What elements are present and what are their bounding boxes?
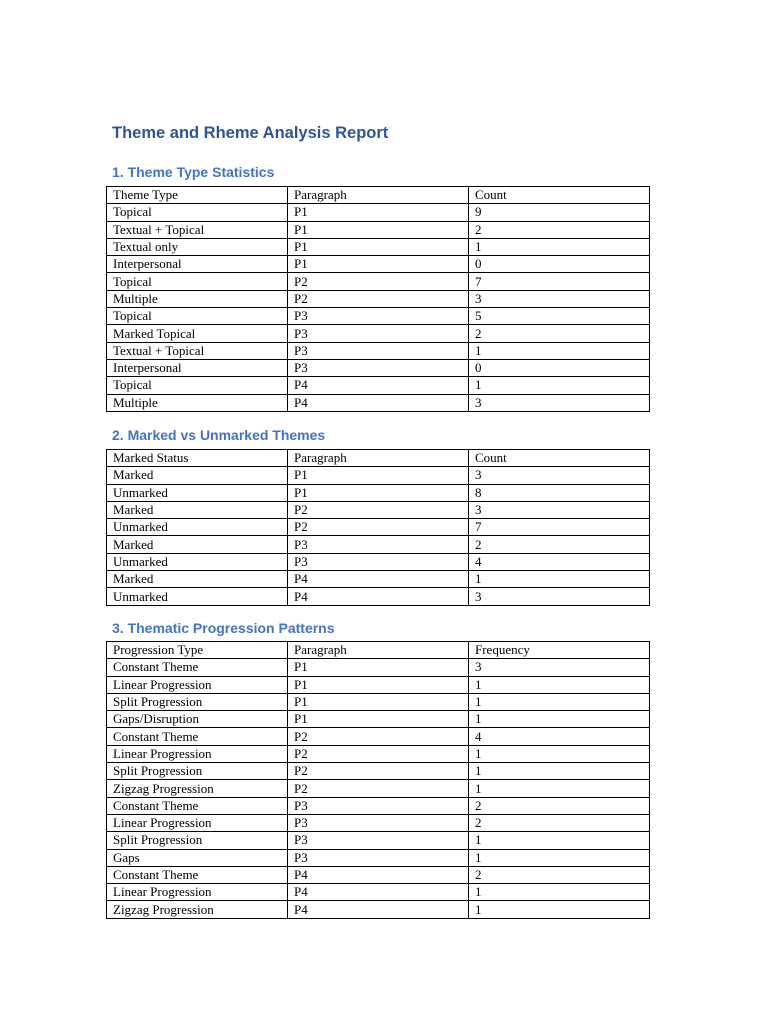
table-cell: P1	[288, 221, 469, 238]
table-row	[107, 763, 650, 780]
table-row	[107, 204, 650, 221]
table-cell: P3	[288, 814, 469, 831]
table-cell: Constant Theme	[107, 728, 288, 745]
table-cell: Marked	[107, 536, 288, 553]
table-row	[107, 308, 650, 325]
table-cell: Unmarked	[107, 553, 288, 570]
table-cell: Interpersonal	[107, 256, 288, 273]
table-cell: Unmarked	[107, 588, 288, 605]
table-cell: 9	[469, 204, 650, 221]
table-row	[107, 290, 650, 307]
table-cell: P2	[288, 780, 469, 797]
table-cell: P1	[288, 693, 469, 710]
table-cell: 3	[469, 659, 650, 676]
table-cell: 2	[469, 221, 650, 238]
table-cell: P3	[288, 325, 469, 342]
table-cell: P2	[288, 728, 469, 745]
table-row	[107, 849, 650, 866]
table-row	[107, 536, 650, 553]
table-row	[107, 780, 650, 797]
table-cell: Linear Progression	[107, 745, 288, 762]
theme-type-table	[106, 186, 650, 412]
table-row	[107, 659, 650, 676]
table-row	[107, 273, 650, 290]
table-row	[107, 814, 650, 831]
table-cell: Zigzag Progression	[107, 901, 288, 918]
table-header-row	[107, 450, 650, 467]
table-cell: Multiple	[107, 290, 288, 307]
table-cell: 3	[469, 394, 650, 411]
table-cell: 3	[469, 290, 650, 307]
column-header: Count	[469, 450, 650, 467]
table-cell: 1	[469, 849, 650, 866]
table-cell: P1	[288, 204, 469, 221]
table-cell: 1	[469, 884, 650, 901]
table-cell: P3	[288, 536, 469, 553]
table-cell: P1	[288, 676, 469, 693]
table-cell: 7	[469, 519, 650, 536]
table-cell: P1	[288, 484, 469, 501]
table-cell: Topical	[107, 273, 288, 290]
table-cell: P1	[288, 238, 469, 255]
table-row	[107, 866, 650, 883]
table-row	[107, 745, 650, 762]
table-cell: 1	[469, 693, 650, 710]
table-cell: 2	[469, 814, 650, 831]
table-cell: Marked	[107, 467, 288, 484]
table-cell: P3	[288, 849, 469, 866]
table-cell: Split Progression	[107, 763, 288, 780]
table-cell: P4	[288, 377, 469, 394]
table-row	[107, 553, 650, 570]
table-cell: P2	[288, 519, 469, 536]
table-cell: Unmarked	[107, 484, 288, 501]
table-row	[107, 325, 650, 342]
table-cell: 2	[469, 536, 650, 553]
report-title: Theme and Rheme Analysis Report	[112, 124, 389, 142]
column-header: Paragraph	[288, 187, 469, 204]
table-row	[107, 221, 650, 238]
table-row	[107, 377, 650, 394]
table-row	[107, 484, 650, 501]
table-cell: 3	[469, 501, 650, 518]
table-cell: Constant Theme	[107, 659, 288, 676]
table-cell: Gaps	[107, 849, 288, 866]
table-cell: Textual only	[107, 238, 288, 255]
table-cell: 1	[469, 377, 650, 394]
table-cell: 1	[469, 571, 650, 588]
marked-status-table-body	[107, 450, 650, 606]
table-cell: P3	[288, 359, 469, 376]
table-cell: P2	[288, 273, 469, 290]
table-cell: 2	[469, 325, 650, 342]
table-row	[107, 571, 650, 588]
table-cell: 8	[469, 484, 650, 501]
table-row	[107, 256, 650, 273]
table-row	[107, 519, 650, 536]
table-cell: 0	[469, 256, 650, 273]
theme-type-table-body	[107, 187, 650, 412]
table-row	[107, 676, 650, 693]
table-cell: P4	[288, 394, 469, 411]
table-cell: 1	[469, 745, 650, 762]
table-cell: 4	[469, 553, 650, 570]
column-header: Paragraph	[288, 642, 469, 659]
table-cell: Linear Progression	[107, 814, 288, 831]
table-cell: 3	[469, 588, 650, 605]
table-row	[107, 728, 650, 745]
table-cell: Textual + Topical	[107, 342, 288, 359]
table-cell: 2	[469, 797, 650, 814]
column-header: Paragraph	[288, 450, 469, 467]
table-row	[107, 501, 650, 518]
table-cell: Linear Progression	[107, 676, 288, 693]
table-cell: Marked Topical	[107, 325, 288, 342]
table-cell: Linear Progression	[107, 884, 288, 901]
table-cell: 1	[469, 901, 650, 918]
table-cell: P4	[288, 884, 469, 901]
table-cell: P3	[288, 342, 469, 359]
table-cell: 4	[469, 728, 650, 745]
table-cell: 1	[469, 780, 650, 797]
table-cell: 1	[469, 676, 650, 693]
table-cell: Multiple	[107, 394, 288, 411]
table-row	[107, 711, 650, 728]
table-row	[107, 238, 650, 255]
table-cell: Topical	[107, 377, 288, 394]
table-cell: Marked	[107, 501, 288, 518]
table-row	[107, 359, 650, 376]
table-cell: P2	[288, 290, 469, 307]
table-cell: P2	[288, 501, 469, 518]
table-row	[107, 467, 650, 484]
table-cell: Interpersonal	[107, 359, 288, 376]
table-cell: P3	[288, 832, 469, 849]
table-row	[107, 693, 650, 710]
table-row	[107, 588, 650, 605]
table-cell: Zigzag Progression	[107, 780, 288, 797]
table-cell: P3	[288, 308, 469, 325]
table-cell: P4	[288, 866, 469, 883]
table-cell: 1	[469, 342, 650, 359]
table-cell: P4	[288, 901, 469, 918]
table-cell: 1	[469, 238, 650, 255]
table-cell: P2	[288, 745, 469, 762]
table-cell: Split Progression	[107, 693, 288, 710]
table-cell: P3	[288, 797, 469, 814]
column-header: Theme Type	[107, 187, 288, 204]
table-row	[107, 884, 650, 901]
table-cell: P1	[288, 256, 469, 273]
table-cell: P1	[288, 659, 469, 676]
table-cell: Marked	[107, 571, 288, 588]
table-row	[107, 394, 650, 411]
marked-status-table	[106, 449, 650, 606]
table-cell: Unmarked	[107, 519, 288, 536]
table-row	[107, 342, 650, 359]
table-cell: Constant Theme	[107, 866, 288, 883]
table-row	[107, 832, 650, 849]
table-cell: Textual + Topical	[107, 221, 288, 238]
table-cell: P1	[288, 711, 469, 728]
table-cell: 7	[469, 273, 650, 290]
column-header: Progression Type	[107, 642, 288, 659]
table-cell: Gaps/Disruption	[107, 711, 288, 728]
table-cell: 5	[469, 308, 650, 325]
column-header: Count	[469, 187, 650, 204]
table-row	[107, 797, 650, 814]
table-cell: Constant Theme	[107, 797, 288, 814]
table-cell: P4	[288, 588, 469, 605]
table-row	[107, 901, 650, 918]
table-cell: 1	[469, 832, 650, 849]
table-cell: 1	[469, 711, 650, 728]
table-cell: P3	[288, 553, 469, 570]
table-cell: 2	[469, 866, 650, 883]
table-cell: 1	[469, 763, 650, 780]
column-header: Frequency	[469, 642, 650, 659]
table-header-row	[107, 187, 650, 204]
table-cell: 0	[469, 359, 650, 376]
column-header: Marked Status	[107, 450, 288, 467]
table-cell: Topical	[107, 204, 288, 221]
progression-table-body	[107, 642, 650, 919]
section-3-heading: 3. Thematic Progression Patterns	[112, 620, 335, 636]
table-cell: P2	[288, 763, 469, 780]
progression-table	[106, 641, 650, 919]
table-header-row	[107, 642, 650, 659]
table-cell: 3	[469, 467, 650, 484]
table-cell: Topical	[107, 308, 288, 325]
table-cell: Split Progression	[107, 832, 288, 849]
table-cell: P4	[288, 571, 469, 588]
section-2-heading: 2. Marked vs Unmarked Themes	[112, 427, 326, 443]
section-1-heading: 1. Theme Type Statistics	[112, 164, 275, 180]
table-cell: P1	[288, 467, 469, 484]
